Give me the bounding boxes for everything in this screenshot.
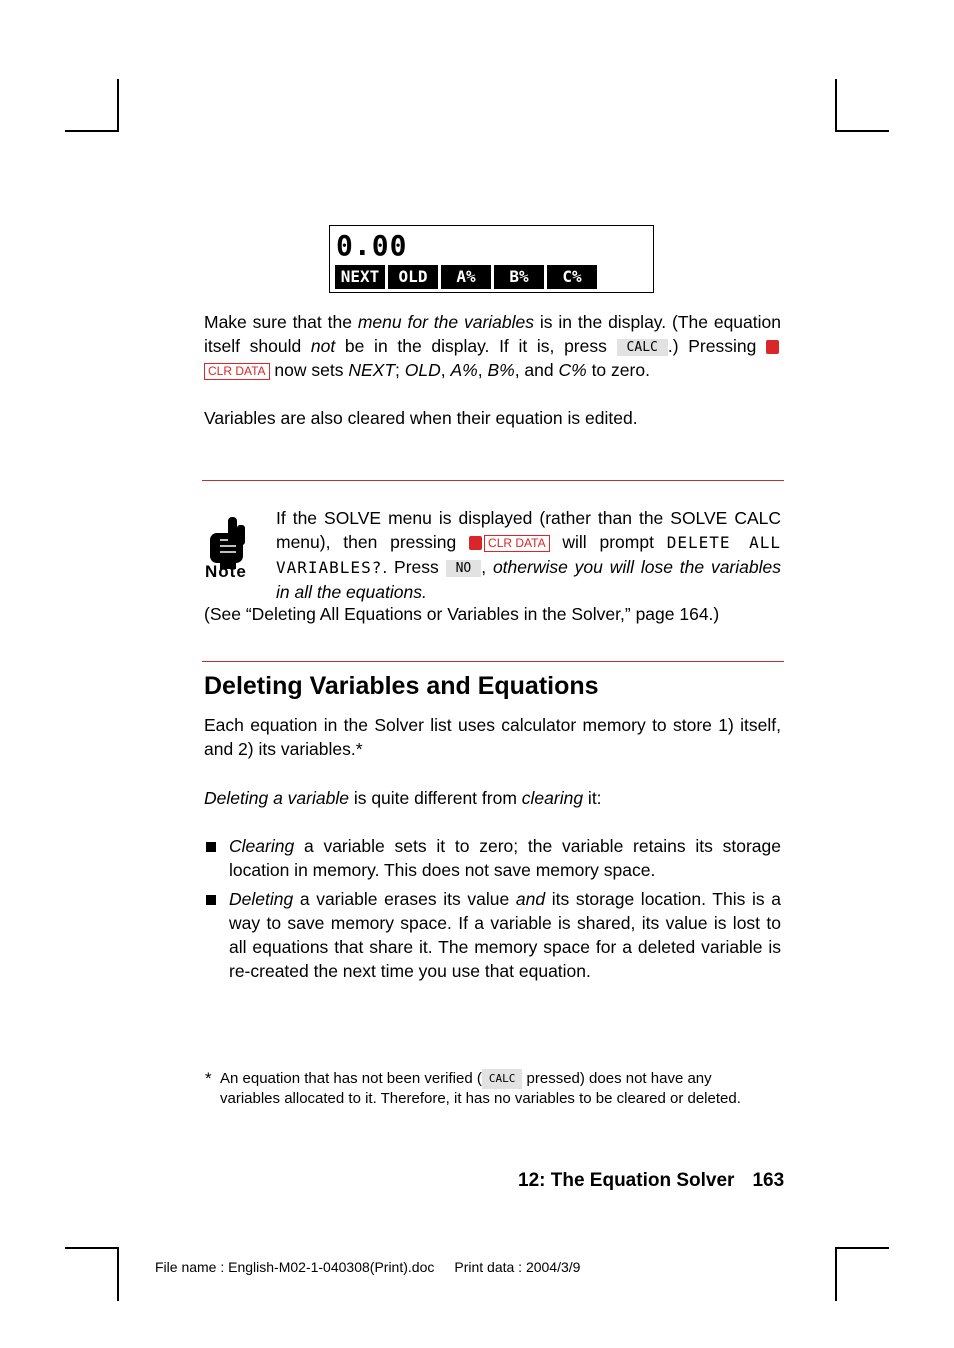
calc-key: CALC xyxy=(482,1069,523,1089)
shift-key-icon xyxy=(766,340,779,354)
page-number: 163 xyxy=(752,1170,785,1191)
section-heading: Deleting Variables and Equations xyxy=(204,672,599,700)
crop-mark-bottom-left-v xyxy=(117,1247,119,1301)
file-name: File name : English-M02-1-040308(Print).doc xyxy=(155,1259,435,1275)
paragraph-menu-variables: Make sure that the menu for the variables is in the display. (The equation itself should not be in the display. If it is, press CALC .) Pressing CLR DATA now sets NEXT; OLD, A%, B%, and C% to zero. xyxy=(204,312,781,380)
footnote: * An equation that has not been verified ( CALC pressed) does not have any variables allocated to it. Therefore, it has no variables to be cleared or deleted. xyxy=(205,1069,741,1107)
list-item-deleting: Deleting a variable erases its value and its storage location. This is a way to save memory space. If a variable is shared, its value is lost to all equations that share it. The memory space for a deleted variable is re-created the next time you use that equation. xyxy=(204,887,781,983)
note-text: If the SOLVE menu is displayed (rather than the SOLVE CALC menu), then pressing CLR DATA will prompt DELETE ALL VARIABLES?. Press NO , otherwise you will lose the variables in all the equations. xyxy=(276,508,782,602)
calculator-display xyxy=(329,225,654,293)
crop-mark-bottom-left-h xyxy=(65,1247,118,1249)
print-date: Print data : 2004/3/9 xyxy=(454,1259,581,1275)
menu-key-b-percent: B% xyxy=(494,265,544,289)
calc-key: CALC xyxy=(617,339,668,356)
divider xyxy=(202,480,784,481)
no-key: NO xyxy=(446,560,482,577)
paragraph-memory: Each equation in the Solver list uses calculator memory to store 1) itself, and 2) its variables.* xyxy=(204,715,781,759)
crop-mark-top-right-v xyxy=(835,79,837,132)
paragraph-deleting-vs-clearing: Deleting a variable is quite different from clearing it: xyxy=(204,788,602,808)
divider xyxy=(202,661,784,662)
list-item-clearing: Clearing a variable sets it to zero; the variable retains its storage location in memory. This does not save memory space. xyxy=(204,834,781,882)
menu-key-c-percent: C% xyxy=(547,265,597,289)
bullet-icon xyxy=(206,842,216,852)
clr-data-key: CLR DATA xyxy=(484,535,550,552)
crop-mark-bottom-right-v xyxy=(835,1247,837,1301)
delete-prompt: DELETE ALL VARIABLES? xyxy=(276,533,782,577)
crop-mark-top-right-h xyxy=(835,130,889,132)
bullet-icon xyxy=(206,895,216,905)
paragraph-cleared-when-edited: Variables are also cleared when their equation is edited. xyxy=(204,408,638,428)
note-reference: (See “Deleting All Equations or Variables in the Solver,” page 164.) xyxy=(204,604,720,624)
print-info xyxy=(155,1258,580,1276)
note-label: Note xyxy=(205,562,247,581)
menu-key-old: OLD xyxy=(388,265,438,289)
footnote-marker: * xyxy=(205,1069,212,1088)
page-footer xyxy=(518,1168,784,1194)
crop-mark-top-left-h xyxy=(65,130,118,132)
chapter-title: 12: The Equation Solver xyxy=(518,1170,735,1191)
menu-key-a-percent: A% xyxy=(441,265,491,289)
menu-key-next: NEXT xyxy=(335,265,385,289)
crop-mark-top-left-v xyxy=(117,79,119,132)
clr-data-key: CLR DATA xyxy=(204,363,270,380)
crop-mark-bottom-right-h xyxy=(835,1247,889,1249)
display-menu xyxy=(335,265,597,289)
shift-key-icon xyxy=(469,536,482,550)
display-value: 0.00 xyxy=(336,229,408,262)
